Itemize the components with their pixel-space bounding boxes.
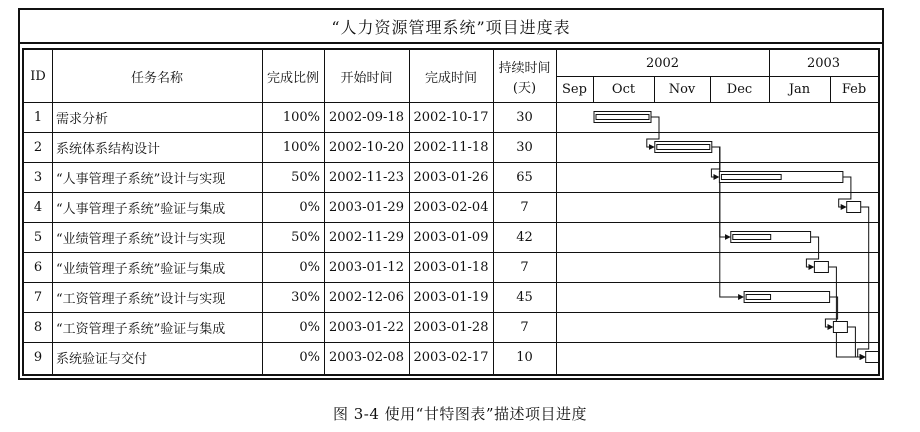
task-end: 2002-11-18 [413, 139, 489, 155]
gantt-table [22, 48, 880, 376]
task-name: “工资管理子系统”设计与实现 [56, 291, 226, 307]
dependency-arrow [712, 147, 730, 237]
task-start: 2003-01-22 [329, 319, 404, 335]
header-percent: 完成比例 [266, 70, 319, 86]
task-start: 2003-02-08 [329, 349, 404, 365]
gantt-chart [24, 50, 878, 374]
task-progress-bar [657, 145, 710, 150]
month-jan: Jan [788, 81, 811, 97]
task-percent: 0% [299, 259, 320, 275]
task-bar [814, 262, 828, 273]
month-oct: Oct [611, 81, 636, 97]
task-duration: 45 [516, 289, 533, 305]
task-name: 需求分析 [56, 111, 109, 127]
task-duration: 42 [516, 229, 533, 245]
task-percent: 30% [291, 289, 320, 305]
task-name: “人事管理子系统”设计与实现 [56, 171, 226, 187]
task-id: 8 [33, 319, 43, 335]
task-start: 2002-11-29 [329, 229, 404, 245]
header-duration: 持续时间 [498, 60, 551, 76]
task-duration: 30 [516, 139, 533, 155]
task-name: “工资管理子系统”验证与集成 [56, 321, 226, 337]
task-end: 2003-02-17 [413, 349, 489, 365]
month-sep: Sep [562, 81, 587, 97]
task-percent: 100% [282, 139, 320, 155]
task-percent: 50% [291, 229, 320, 245]
task-end: 2003-01-26 [413, 169, 489, 185]
dependency-arrow [828, 267, 864, 357]
task-name: 系统体系结构设计 [56, 141, 161, 157]
task-end: 2003-01-28 [413, 319, 489, 335]
header-end: 完成时间 [424, 70, 477, 86]
task-duration: 7 [520, 319, 529, 335]
task-end: 2002-10-17 [413, 109, 489, 125]
month-dec: Dec [726, 81, 753, 97]
task-start: 2002-09-18 [329, 109, 404, 125]
task-end: 2003-01-09 [413, 229, 489, 245]
task-percent: 100% [282, 109, 320, 125]
task-duration: 7 [520, 259, 529, 275]
task-start: 2002-10-20 [329, 139, 404, 155]
figure-caption: 图 3-4 使用“甘特图表”描述项目进度 [332, 405, 588, 423]
task-percent: 0% [299, 319, 320, 335]
year-2003: 2003 [806, 55, 841, 71]
task-id: 7 [33, 289, 43, 305]
task-bar [847, 202, 861, 213]
task-id: 2 [33, 139, 43, 155]
month-nov: Nov [668, 81, 696, 97]
task-progress-bar [746, 295, 770, 300]
task-name: 系统验证与交付 [56, 351, 148, 367]
task-progress-bar [596, 115, 649, 120]
task-end: 2003-01-18 [413, 259, 489, 275]
task-id: 3 [33, 169, 43, 185]
task-end: 2003-02-04 [413, 199, 489, 215]
task-progress-bar [733, 235, 771, 240]
task-duration: 65 [516, 169, 533, 185]
dependency-arrow [847, 327, 864, 357]
task-id: 4 [33, 199, 43, 215]
task-id: 9 [33, 349, 43, 365]
task-bar [866, 352, 878, 363]
task-percent: 0% [299, 349, 320, 365]
task-start: 2002-12-06 [329, 289, 404, 305]
header-id: ID [30, 68, 46, 84]
task-start: 2002-11-23 [329, 169, 404, 185]
header-start: 开始时间 [340, 70, 393, 86]
task-id: 1 [33, 109, 43, 125]
month-feb: Feb [841, 81, 867, 97]
task-id: 6 [33, 259, 43, 275]
task-progress-bar [721, 175, 781, 180]
task-percent: 0% [299, 199, 320, 215]
task-duration: 7 [520, 199, 529, 215]
gantt-frame [18, 8, 884, 380]
year-2002: 2002 [645, 55, 680, 71]
task-duration: 30 [516, 109, 533, 125]
task-start: 2003-01-12 [329, 259, 404, 275]
page-title: “人力资源管理系统”项目进度表 [20, 10, 882, 44]
task-name: “人事管理子系统”验证与集成 [56, 201, 226, 217]
dependency-arrow [858, 207, 869, 357]
task-duration: 10 [516, 349, 533, 365]
task-name: “业绩管理子系统”设计与实现 [56, 231, 226, 247]
dependency-arrow [711, 147, 719, 177]
task-id: 5 [33, 229, 43, 245]
task-bar [833, 322, 847, 333]
task-name: “业绩管理子系统”验证与集成 [56, 261, 226, 277]
task-end: 2003-01-19 [413, 289, 489, 305]
task-start: 2003-01-29 [329, 199, 404, 215]
header-duration-unit: (天) [512, 80, 537, 96]
task-percent: 50% [291, 169, 320, 185]
header-task-name: 任务名称 [130, 70, 183, 86]
